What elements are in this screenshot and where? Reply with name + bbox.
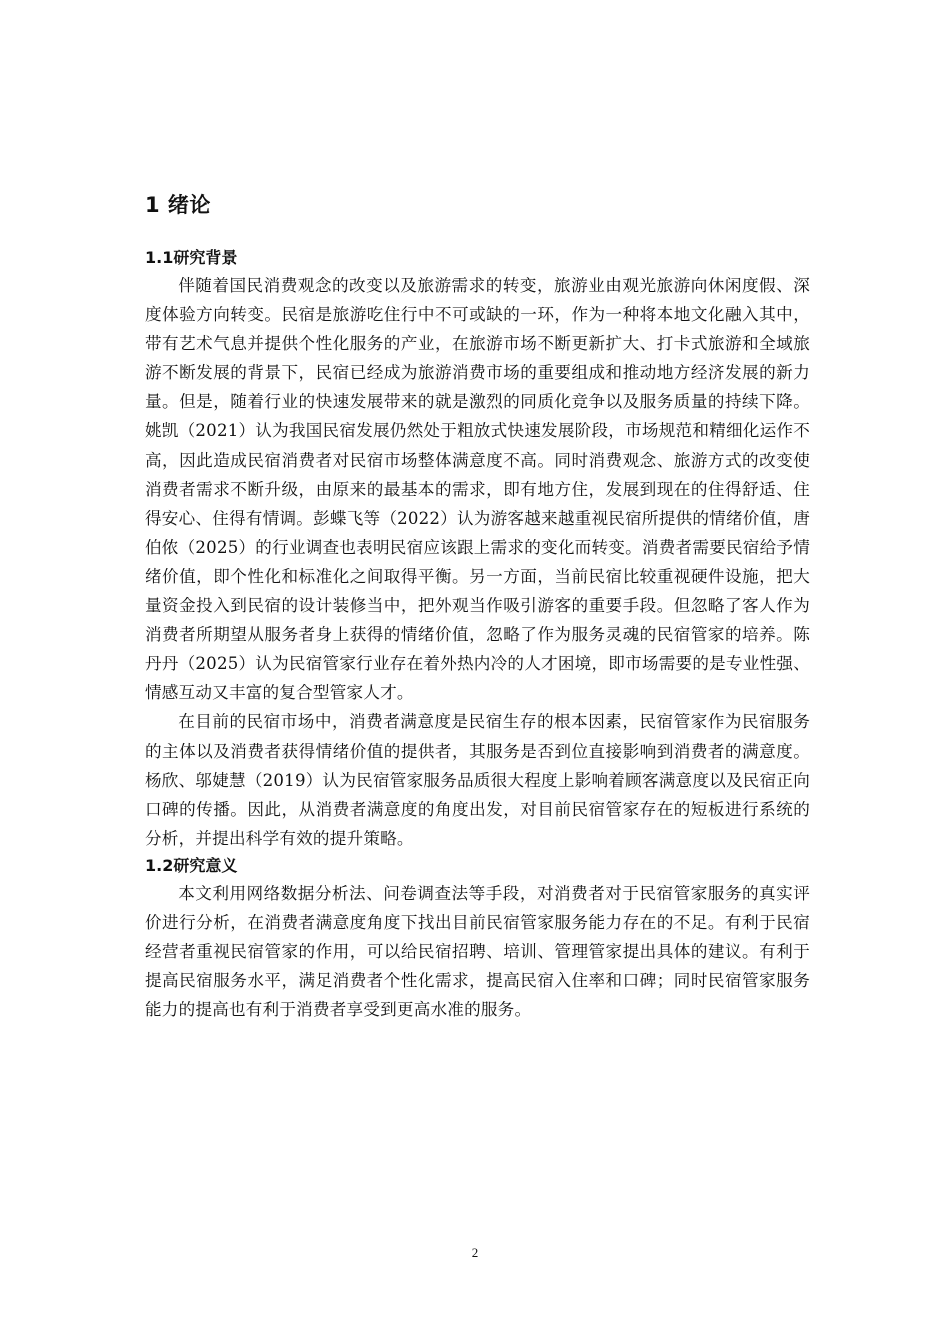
paragraph: 在目前的民宿市场中，消费者满意度是民宿生存的根本因素，民宿管家作为民宿服务的主体以及消费者获得情绪价值的提供者，其服务是否到位直接影响到消费者的满意度。杨欣、邬婕慧（2019）认为民宿管家服务品质很大程度上影响着顾客满意度以及民宿正向口碑的传播。因此，从消费者满意度的角度出发，对目前民宿管家存在的短板进行系统的分析，并提出科学有效的提升策略。 — [145, 712, 810, 848]
section-research-significance — [145, 853, 810, 1024]
page-content — [145, 187, 810, 1024]
section-heading: 1.2研究意义 — [145, 855, 238, 875]
paragraph: 伴随着国民消费观念的改变以及旅游需求的转变，旅游业由观光旅游向休闲度假、深度体验方向转变。民宿是旅游吃住行中不可或缺的一环，作为一种将本地文化融入其中，带有艺术气息并提供个性化服务的产业，在旅游市场不断更新扩大、打卡式旅游和全域旅游不断发展的背景下，民宿已经成为旅游消费市场的重要组成和推动地方经济发展的新力量。但是，随着行业的快速发展带来的就是激烈的同质化竞争以及服务质量的持续下降。姚凯（2021）认为我国民宿发展仍然处于粗放式快速发展阶段，市场规范和精细化运作不高，因此造成民宿消费者对民宿市场整体满意度不高。同时消费观念、旅游方式的改变使消费者需求不断升级，由原来的最基本的需求，即有地方住，发展到现在的住得舒适、住得安心、住得有情调。彭蝶飞等（2022）认为游客越来越重视民宿所提供的情绪价值，唐伯侬（2025）的行业调查也表明民宿应该跟上需求的变化而转变。消费者需要民宿给予情绪价值，即个性化和标准化之间取得平衡。另一方面，当前民宿比较重视硬件设施，把大量资金投入到民宿的设计装修当中，把外观当作吸引游客的重要手段。但忽略了客人作为消费者所期望从服务者身上获得的情绪价值，忽略了作为服务灵魂的民宿管家的培养。陈丹丹（2025）认为民宿管家行业存在着外热内冷的人才困境，即市场需要的是专业性强、情感互动又丰富的复合型管家人才。 — [145, 276, 810, 703]
chapter-title: 1 绪论 — [145, 193, 211, 217]
section-research-background — [145, 245, 810, 853]
page-number: 2 — [471, 1245, 479, 1260]
paragraph: 本文利用网络数据分析法、问卷调查法等手段，对消费者对于民宿管家服务的真实评价进行分析，在消费者满意度角度下找出目前民宿管家服务能力存在的不足。有利于民宿经营者重视民宿管家的作用，可以给民宿招聘、培训、管理管家提出具体的建议。有利于提高民宿服务水平，满足消费者个性化需求，提高民宿入住率和口碑；同时民宿管家服务能力的提高也有利于消费者享受到更高水准的服务。 — [145, 883, 810, 1020]
section-heading: 1.1研究背景 — [145, 248, 238, 267]
